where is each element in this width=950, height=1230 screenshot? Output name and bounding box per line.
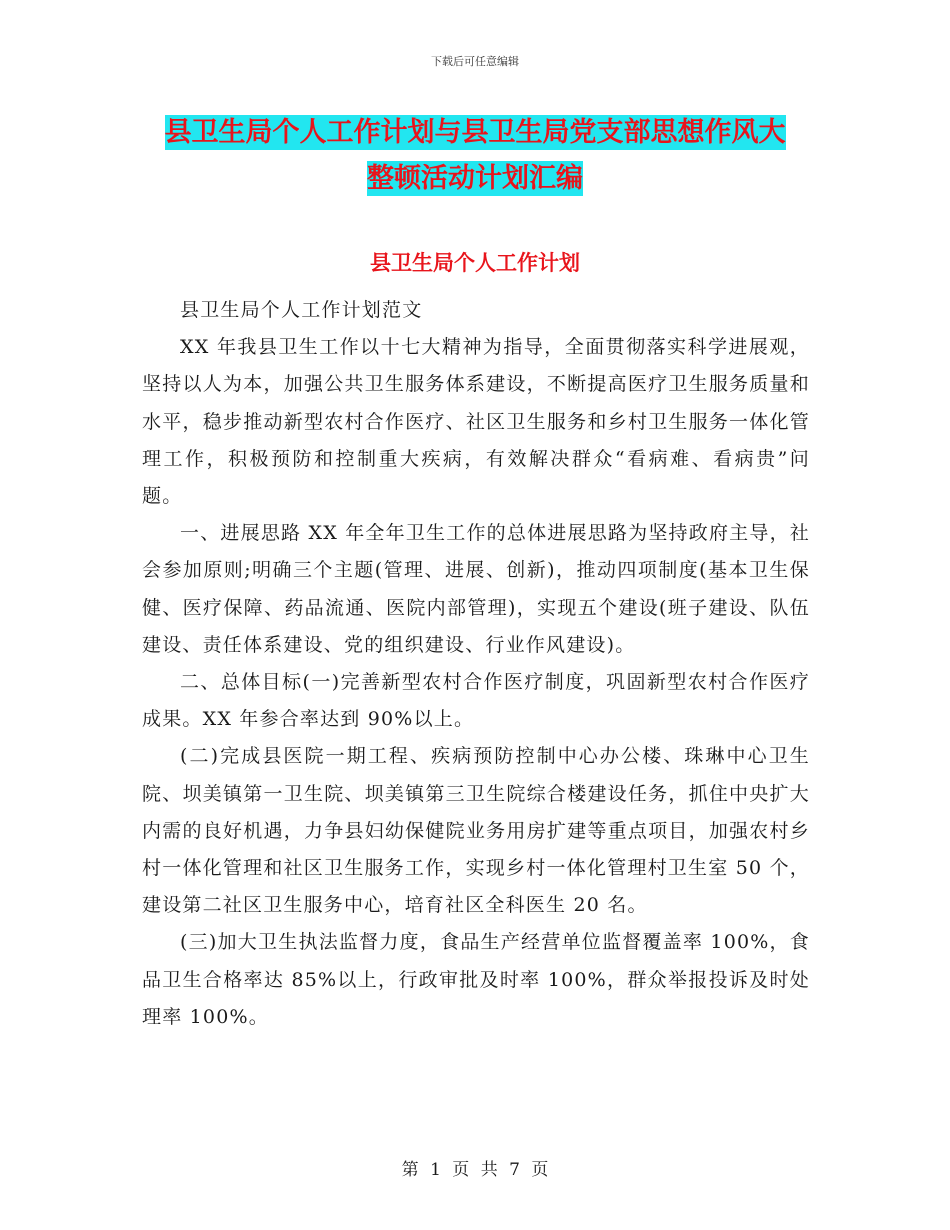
section-title: 县卫生局个人工作计划 <box>370 251 580 275</box>
paragraph: 县卫生局个人工作计划范文 <box>180 299 423 321</box>
paragraph: 一、进展思路 XX 年全年卫生工作的总体进展思路为坚持政府主导，社会参加原则;明确三个主题(管理、进展、创新)，推动四项制度(基本卫生保健、医疗保障、药品流通、医院内部管理)，实现五个建设(班子建设、队伍建设、责任体系建设、党的组织建设、行业作风建设)。 <box>142 522 810 656</box>
paragraph: (三)加大卫生执法监督力度，食品生产经营单位监督覆盖率 100%，食品卫生合格率达 85%以上，行政审批及时率 100%，群众举报投诉及时处理率 100%。 <box>142 931 810 1028</box>
paragraph: (二)完成县医院一期工程、疾病预防控制中心办公楼、珠琳中心卫生院、坝美镇第一卫生院、坝美镇第三卫生院综合楼建设任务，抓住中央扩大内需的良好机遇，力争县妇幼保健院业务用房扩建等重点项目，加强农村乡村一体化管理和社区卫生服务工作，实现乡村一体化管理村卫生室 50 个，建设第二社区卫生服务中心，培育社区全科医生 20 名。 <box>142 745 810 917</box>
page-footer: 第 1 页 共 7 页 <box>401 1160 549 1180</box>
document-body <box>142 292 810 1036</box>
document-title <box>0 110 950 202</box>
paragraph: 二、总体目标(一)完善新型农村合作医疗制度，巩固新型农村合作医疗成果。XX 年参合率达到 90%以上。 <box>142 671 810 731</box>
header-note: 下载后可任意编辑 <box>431 55 519 68</box>
paragraph: XX 年我县卫生工作以十七大精神为指导，全面贯彻落实科学进展观，坚持以人为本，加强公共卫生服务体系建设，不断提高医疗卫生服务质量和水平，稳步推动新型农村合作医疗、社区卫生服务和乡村卫生服务一体化管理工作，积极预防和控制重大疾病，有效解决群众“看病难、看病贵”问题。 <box>142 336 810 508</box>
title-line-1: 县卫生局个人工作计划与县卫生局党支部思想作风大 <box>164 117 786 148</box>
title-line-2: 整顿活动计划汇编 <box>367 163 583 194</box>
